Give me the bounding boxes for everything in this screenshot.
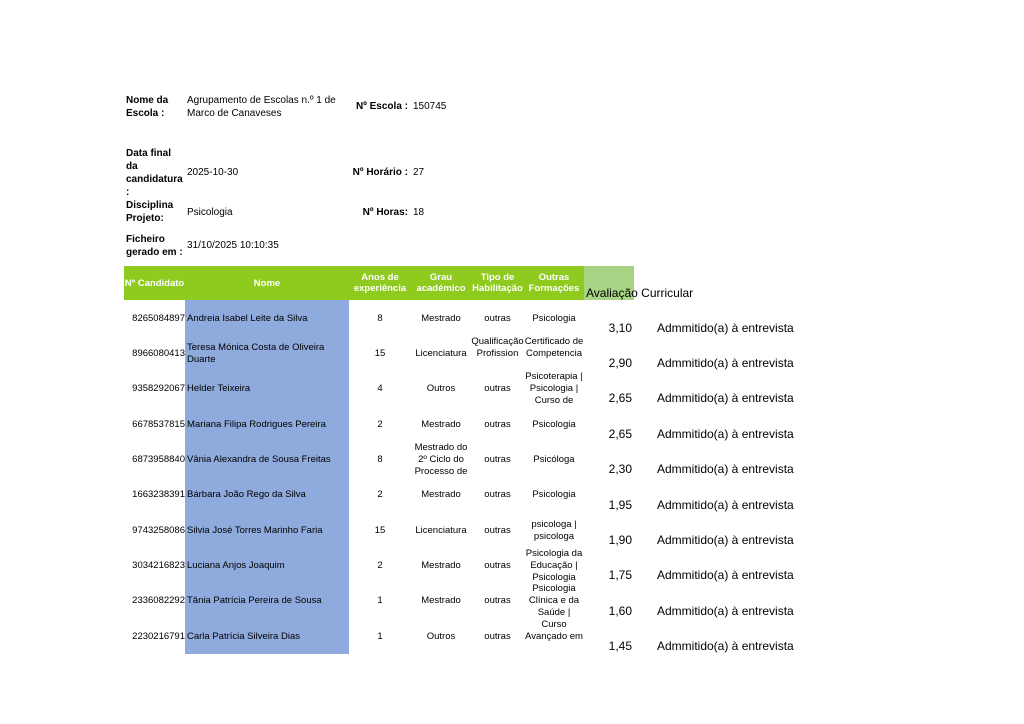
num-horario-value: 27 (413, 167, 425, 178)
row-nome: Tânia Patrícia Pereira de Sousa (187, 595, 322, 606)
row-nota: 1,90 (608, 533, 632, 547)
row-tipo: outras (484, 595, 511, 606)
row-grau: Mestrado (421, 595, 461, 606)
row-anos: 15 (374, 348, 386, 359)
row-nome: Bárbara João Rego da Silva (187, 489, 306, 500)
row-anos: 2 (377, 419, 383, 430)
row-tipo: outras (484, 454, 511, 465)
row-estado: Admmitido(a) à entrevista (657, 498, 794, 512)
row-estado: Admmitido(a) à entrevista (657, 356, 794, 370)
row-estado: Admmitido(a) à entrevista (657, 568, 794, 582)
row-anos: 1 (377, 595, 383, 606)
row-nota: 1,75 (608, 568, 632, 582)
row-nota: 2,90 (608, 356, 632, 370)
row-grau: Licenciatura (415, 525, 467, 536)
row-anos: 2 (377, 489, 383, 500)
row-tipo: outras (484, 631, 511, 642)
row-anos: 15 (374, 525, 386, 536)
num-horas-label: Nº Horas: (362, 207, 408, 218)
row-outras: Psicoterapia | Psicologia | Curso de (525, 371, 583, 406)
nome-escola-label: Nome da Escola : (126, 95, 169, 119)
row-anos: 4 (377, 383, 383, 394)
num-escola-label: Nº Escola : (355, 101, 408, 112)
row-estado: Admmitido(a) à entrevista (657, 533, 794, 547)
data-final-label: Data final da candidatura : (126, 148, 183, 198)
row-num-candidato: 9358292067 (132, 383, 185, 394)
row-grau: Mestrado do 2º Ciclo do Processo de (414, 442, 468, 477)
ficheiro-label: Ficheiro gerado em : (126, 234, 183, 258)
row-outras: Psicologia da Educação | Psicologia (525, 548, 583, 583)
row-grau: Mestrado (421, 313, 461, 324)
num-horas-value: 18 (413, 207, 425, 218)
nome-escola-value: Agrupamento de Escolas n.º 1 de Marco de Canaveses (187, 95, 336, 119)
row-outras: Psicologia Clínica e da Saúde | (528, 583, 580, 618)
row-tipo: outras (484, 560, 511, 571)
row-nota: 2,65 (608, 427, 632, 441)
row-outras: Psicologia (532, 313, 576, 324)
disciplina-label: Disciplina Projeto: (126, 200, 174, 224)
column-header-nome: Nome (185, 266, 349, 300)
row-anos: 8 (377, 454, 383, 465)
num-escola-value: 150745 (413, 101, 447, 112)
row-estado: Admmitido(a) à entrevista (657, 639, 794, 653)
row-tipo: outras (484, 525, 511, 536)
row-outras: Psicologia (532, 489, 576, 500)
row-num-candidato: 6873958840 (132, 454, 185, 465)
column-header-grau-academico: Grau académico (411, 266, 471, 300)
row-num-candidato: 8265084897 (132, 313, 185, 324)
row-nota: 3,10 (608, 321, 632, 335)
row-num-candidato: 2336082292 (132, 595, 185, 606)
column-header-tipo-habilitacao: Tipo de Habilitação (471, 266, 524, 300)
row-estado: Admmitido(a) à entrevista (657, 604, 794, 618)
row-nota: 2,30 (608, 462, 632, 476)
row-nome: Andreia Isabel Leite da Silva (187, 313, 308, 324)
row-outras: psicologa | psicologa (531, 519, 577, 542)
row-estado: Admmitido(a) à entrevista (657, 462, 794, 476)
row-nota: 2,65 (608, 391, 632, 405)
row-num-candidato: 8966080413 (132, 348, 185, 359)
row-nota: 1,95 (608, 498, 632, 512)
row-grau: Mestrado (421, 489, 461, 500)
row-anos: 1 (377, 631, 383, 642)
row-outras: Curso Avançado em (525, 619, 583, 642)
row-estado: Admmitido(a) à entrevista (657, 321, 794, 335)
row-grau: Outros (426, 383, 456, 394)
row-nome: Vânia Alexandra de Sousa Freitas (187, 454, 331, 465)
ficheiro-value: 31/10/2025 10:10:35 (187, 240, 279, 251)
column-header-num-candidato: Nº Candidato (124, 266, 185, 300)
row-num-candidato: 3034216823 (132, 560, 185, 571)
row-anos: 8 (377, 313, 383, 324)
row-num-candidato: 1663238391 (132, 489, 185, 500)
row-grau: Mestrado (421, 560, 461, 571)
row-estado: Admmitido(a) à entrevista (657, 427, 794, 441)
disciplina-value: Psicologia (187, 207, 233, 218)
row-grau: Outros (426, 631, 456, 642)
row-tipo: outras (484, 313, 511, 324)
data-final-value: 2025-10-30 (187, 167, 239, 178)
row-nome: Mariana Filipa Rodrigues Pereira (187, 419, 326, 430)
row-tipo: outras (484, 383, 511, 394)
row-num-candidato: 9743258086 (132, 525, 185, 536)
row-grau: Mestrado (421, 419, 461, 430)
row-outras: Psicóloga (533, 454, 575, 465)
row-grau: Licenciatura (415, 348, 467, 359)
row-estado: Admmitido(a) à entrevista (657, 391, 794, 405)
num-horario-label: Nº Horário : (352, 167, 408, 178)
row-num-candidato: 6678537815 (132, 419, 185, 430)
row-tipo: outras (484, 489, 511, 500)
row-tipo: Qualificação Profission (471, 336, 524, 359)
row-nome: Carla Patrícia Silveira Dias (187, 631, 300, 642)
row-num-candidato: 2230216791 (132, 631, 185, 642)
row-nota: 1,60 (608, 604, 632, 618)
row-anos: 2 (377, 560, 383, 571)
row-outras: Certificado de Competencia (524, 336, 584, 359)
row-outras: Psicologia (532, 419, 576, 430)
column-header-anos-experiencia: Anos de experiência (349, 266, 411, 300)
row-nome: Helder Teixeira (187, 383, 251, 394)
row-tipo: outras (484, 419, 511, 430)
row-nome: Luciana Anjos Joaquim (187, 560, 285, 571)
column-header-outras-formacoes: Outras Formações (524, 266, 584, 300)
row-nome: Teresa Mónica Costa de Oliveira Duarte (187, 342, 325, 365)
column-header-avaliacao-curricular: Avaliação Curricular (586, 286, 694, 300)
row-nota: 1,45 (608, 639, 632, 653)
row-nome: Silvia José Torres Marinho Faria (187, 525, 323, 536)
